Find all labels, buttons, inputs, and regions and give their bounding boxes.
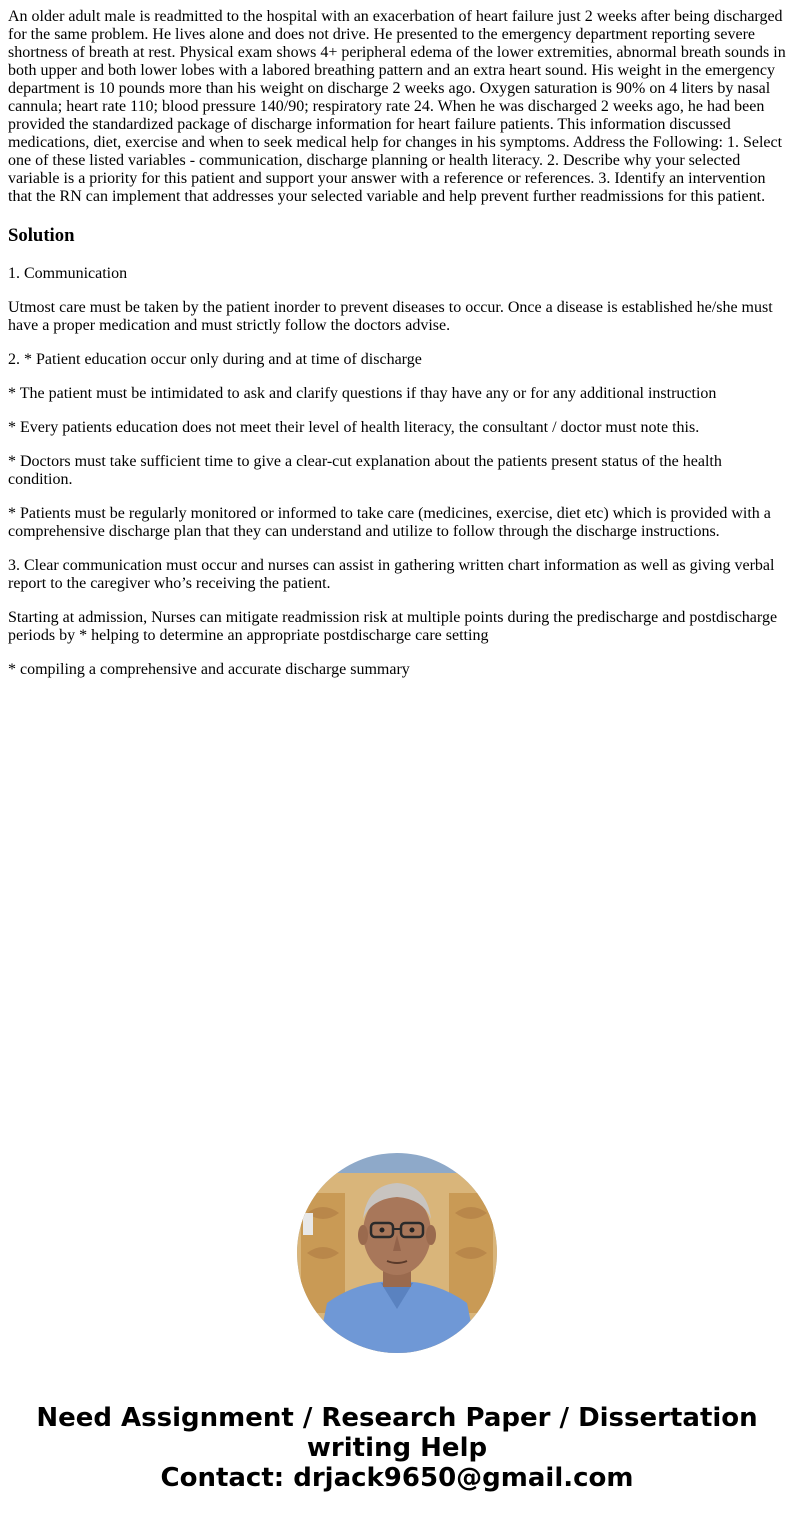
document-body [8, 8, 788, 695]
solution-paragraph: Utmost care must be taken by the patient inorder to prevent diseases to occur. Once a disease is established he/she must have a proper medication and must strictly follow the doctors advise. [8, 299, 773, 334]
promo-line: Need Assignment / Research Paper / Dissertation [36, 1403, 758, 1433]
solution-paragraph: Starting at admission, Nurses can mitigate readmission risk at multiple points during the predischarge and postdischarge periods by * helping to determine an appropriate postdischarge care setting [8, 609, 778, 644]
solution-paragraph: 1. Communication [8, 265, 128, 282]
solution-heading: Solution [8, 225, 75, 246]
author-avatar [297, 1153, 497, 1353]
solution-paragraph: * compiling a comprehensive and accurate discharge summary [8, 661, 410, 678]
solution-paragraph: * Patients must be regularly monitored or informed to take care (medicines, exercise, diet etc) which is provided with a comprehensive discharge plan that they can understand and utilize to follow through the discharge instructions. [8, 505, 771, 540]
solution-paragraph: * The patient must be intimidated to ask and clarify questions if thay have any or for any additional instruction [8, 385, 717, 402]
solution-paragraph: * Doctors must take sufficient time to give a clear-cut explanation about the patients present status of the health condition. [8, 453, 722, 488]
promo-contact: Contact: drjack9650@gmail.com [160, 1463, 634, 1493]
promo-banner [0, 1403, 794, 1493]
author-portrait-icon [297, 1153, 497, 1353]
solution-paragraph: * Every patients education does not meet their level of health literacy, the consultant / doctor must note this. [8, 419, 700, 436]
solution-paragraph: 3. Clear communication must occur and nurses can assist in gathering written chart information as well as giving verbal report to the caregiver who’s receiving the patient. [8, 557, 775, 592]
question-text: An older adult male is readmitted to the hospital with an exacerbation of heart failure just 2 weeks after being discharged for the same problem. He lives alone and does not drive. He presented to the emergency department reporting severe shortness of breath at rest. Physical exam shows 4+ peripheral edema of the lower extremities, abnormal breath sounds in both upper and both lower lobes with a labored breathing pattern and an extra heart sound. His weight in the emergency department is 10 pounds more than his weight on discharge 2 weeks ago. Oxygen saturation is 90% on 4 liters by nasal cannula; heart rate 110; blood pressure 140/90; respiratory rate 24. When he was discharged 2 weeks ago, he had been provided the standardized package of discharge information for heart failure patients. This information discussed medications, diet, exercise and when to seek medical help for changes in his symptoms. Address the Following: 1. Select one of these listed variables - communication, discharge planning or health literacy. 2. Describe why your selected variable is a priority for this patient and support your answer with a reference or references. 3. Identify an intervention that the RN can implement that addresses your selected variable and help prevent further readmissions for this patient. [8, 8, 786, 205]
solution-paragraph: 2. * Patient education occur only during and at time of discharge [8, 351, 422, 368]
promo-line: writing Help [306, 1433, 488, 1463]
